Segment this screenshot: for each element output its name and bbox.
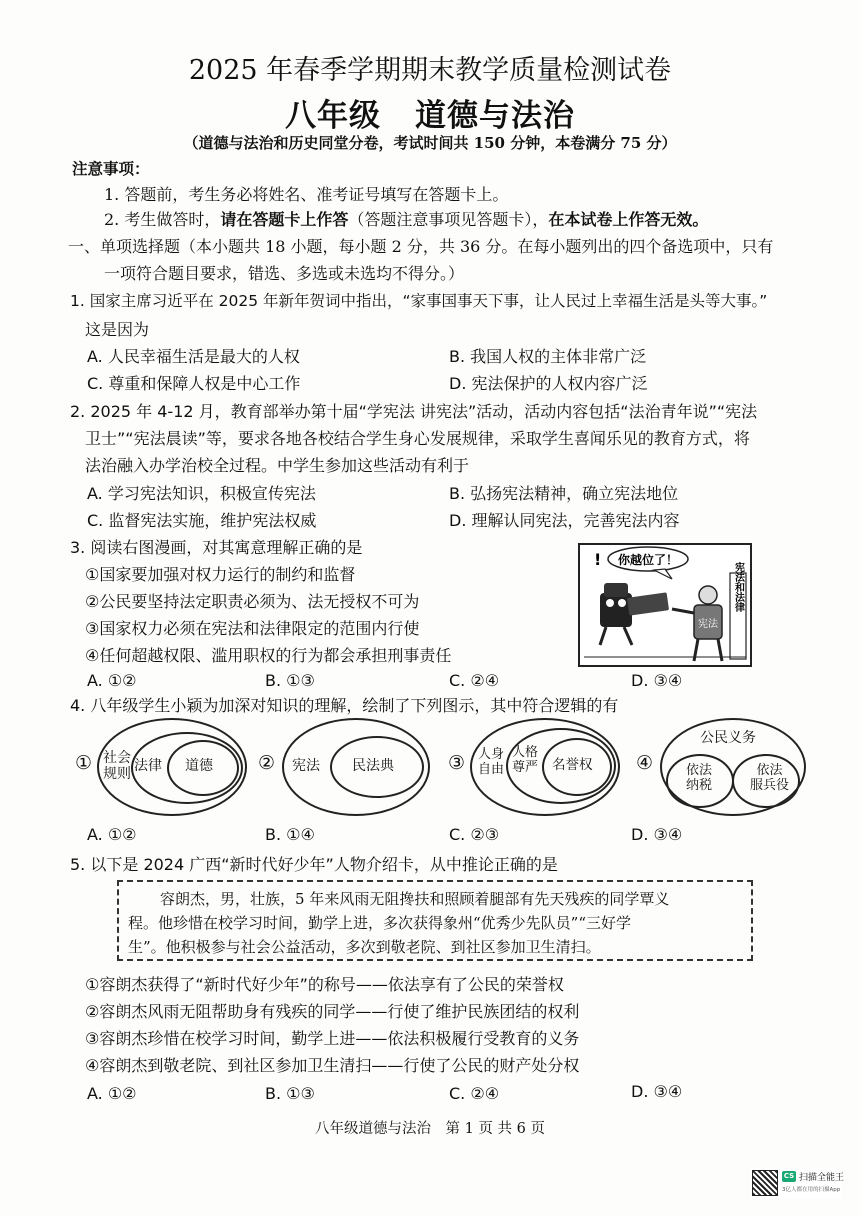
q3-option-a: A. ①②	[87, 671, 137, 690]
notes-heading: 注意事项：	[72, 159, 150, 178]
exam-subtitle: （道德与法治和历史同堂分卷，考试时间共 150 分钟，本卷满分 75 分）	[183, 134, 677, 152]
q2-option-d: D. 理解认同宪法，完善宪法内容	[449, 511, 680, 530]
scanner-watermark	[750, 1168, 845, 1198]
q4-option-d: D. ③④	[631, 825, 683, 844]
q2-option-c: C. 监督宪法实施，维护宪法权威	[87, 511, 317, 530]
q3-statement-4: ④任何超越权限、滥用职权的行为都会承担刑事责任	[85, 646, 452, 665]
q4-option-a: A. ①②	[87, 825, 137, 844]
q5-statement-2: ②容朗杰风雨无阻帮助身有残疾的同学——行使了维护民族团结的权利	[85, 1002, 580, 1021]
q3-option-d: D. ③④	[631, 671, 683, 690]
q3-statement-1: ①国家要加强对权力运行的制约和监督	[85, 565, 356, 584]
scanner-tagline: 3亿人都在用的扫描App	[782, 1187, 841, 1193]
diagram-2-outer-label: 宪法	[292, 758, 320, 774]
q1-option-b: B. 我国人权的主体非常广泛	[449, 347, 647, 366]
comic-chest-text: 宪法	[698, 619, 718, 630]
q3-statement-2: ②公民要坚持法定职责必须为、法无授权不可为	[85, 592, 420, 611]
comic-speech-text: 你越位了！	[617, 553, 679, 567]
notes-item-2-c: （答题注意事项见答题卡），	[348, 210, 549, 229]
q2-line3: 法治融入办学治校全过程。中学生参加这些活动有利于	[85, 456, 470, 475]
q5-stem: 5. 以下是 2024 广西“新时代好少年”人物介绍卡，从中推论正确的是	[70, 855, 558, 874]
q1-line2: 这是因为	[85, 320, 150, 339]
page-footer: 八年级道德与法治 第 1 页 共 6 页	[315, 1121, 545, 1137]
diagram-3-number: ③	[448, 752, 466, 774]
subject-label: 道德与法治	[415, 98, 575, 134]
q3-comic	[578, 543, 752, 667]
diagram-4-outer-label: 公民义务	[700, 730, 756, 746]
q1-option-c: C. 尊重和保障人权是中心工作	[87, 374, 301, 393]
q5-option-d: D. ③④	[631, 1082, 683, 1101]
q1-option-d: D. 宪法保护的人权内容广泛	[449, 374, 648, 393]
q4-diagram-3	[448, 718, 628, 818]
q3-stem: 3. 阅读右图漫画，对其寓意理解正确的是	[70, 538, 363, 557]
exam-title: 2025 年春季学期期末教学质量检测试卷	[188, 55, 672, 86]
notes-item-2	[104, 207, 708, 230]
diagram-2-number: ②	[258, 752, 276, 774]
q4-option-c: C. ②③	[449, 825, 500, 844]
scanner-badge: CS	[783, 1172, 795, 1180]
section1-line2: 一项符合题目要求，错选、多选或未选均不得分。）	[104, 264, 465, 283]
notes-item-2-a: 2. 考生做答时，	[104, 210, 221, 229]
q1-line1: 1. 国家主席习近平在 2025 年新年贺词中指出，“家事国事天下事，让人民过上幸福生活是头等大事。”	[70, 292, 768, 310]
diagram-1-outer-label: 社会 规则	[103, 750, 131, 783]
q2-line2: 卫士”“宪法晨读”等，要求各地各校结合学生身心发展规律，采取学生喜闻乐见的教育方式，将	[85, 429, 750, 448]
q3-statement-3: ③国家权力必须在宪法和法律限定的范围内行使	[85, 619, 420, 638]
notes-item-2-d: 在本试卷上作答无效。	[548, 210, 709, 229]
diagram-3-inner-label: 名誉权	[552, 757, 593, 773]
section1-line1: 一、单项选择题（本小题共 18 小题，每小题 2 分，共 36 分。在每小题列出的四个备选项中，只有	[68, 237, 774, 256]
grade-label: 八年级	[285, 98, 381, 134]
q5-card-line3: 生”。他积极参与社会公益活动，多次到敬老院、到社区参加卫生清扫。	[128, 938, 601, 956]
q1-option-a: A. 人民幸福生活是最大的人权	[87, 347, 300, 366]
diagram-2-inner-label: 民法典	[352, 758, 394, 774]
q4-option-b: B. ①④	[265, 825, 315, 844]
svg-text:!: !	[594, 550, 602, 569]
q5-statement-4: ④容朗杰到敬老院、到社区参加卫生清扫——行使了公民的财产处分权	[85, 1056, 580, 1075]
diagram-1-inner-label: 道德	[185, 758, 213, 774]
q5-statement-3: ③容朗杰珍惜在校学习时间，勤学上进——依法积极履行受教育的义务	[85, 1029, 580, 1048]
q4-diagram-1	[75, 718, 255, 818]
q4-stem: 4. 八年级学生小颖为加深对知识的理解，绘制了下列图示，其中符合逻辑的有	[70, 696, 619, 715]
diagram-3-middle-label: 人格 尊严	[512, 745, 539, 775]
qr-code-icon	[752, 1170, 778, 1196]
q5-option-c: C. ②④	[449, 1084, 500, 1103]
q5-card-line1: 容朗杰，男，壮族，5 年来风雨无阻搀扶和照顾着腿部有先天残疾的同学覃义	[160, 890, 670, 908]
q3-option-b: B. ①③	[265, 671, 315, 690]
diagram-4-left-label: 依法 纳税	[686, 763, 713, 793]
comic-sign-text: 宪法和法律	[732, 562, 744, 612]
q2-line1: 2. 2025 年 4-12 月，教育部举办第十届“学宪法 讲宪法”活动，活动内容包括“法治青年说”“宪法	[70, 402, 758, 421]
q5-statement-1: ①容朗杰获得了“新时代好少年”的称号——依法享有了公民的荣誉权	[85, 975, 564, 994]
grade-subject-title	[0, 90, 860, 135]
diagram-4-right-label: 依法 服兵役	[750, 763, 790, 793]
q4-diagram-2	[258, 718, 438, 818]
comic-illustration	[580, 545, 750, 665]
diagram-4-number: ④	[636, 752, 654, 774]
scanner-app-name: 扫描全能王	[799, 1173, 845, 1183]
q2-option-a: A. 学习宪法知识，积极宣传宪法	[87, 484, 316, 503]
diagram-3-outer-label: 人身 自由	[478, 747, 505, 777]
q5-card-line2: 程。他珍惜在校学习时间，勤学上进，多次获得象州“优秀少先队员”“三好学	[128, 914, 632, 932]
q4-diagram-4	[636, 718, 816, 818]
notes-item-2-b: 请在答题卡上作答	[220, 210, 349, 229]
q5-option-a: A. ①②	[87, 1084, 137, 1103]
notes-item-1: 1. 答题前，考生务必将姓名、准考证号填写在答题卡上。	[104, 185, 509, 204]
diagram-1-number: ①	[75, 752, 93, 774]
diagram-1-middle-label: 法律	[134, 758, 162, 774]
q3-option-c: C. ②④	[449, 671, 500, 690]
q2-option-b: B. 弘扬宪法精神，确立宪法地位	[449, 484, 679, 503]
q5-option-b: B. ①③	[265, 1084, 315, 1103]
